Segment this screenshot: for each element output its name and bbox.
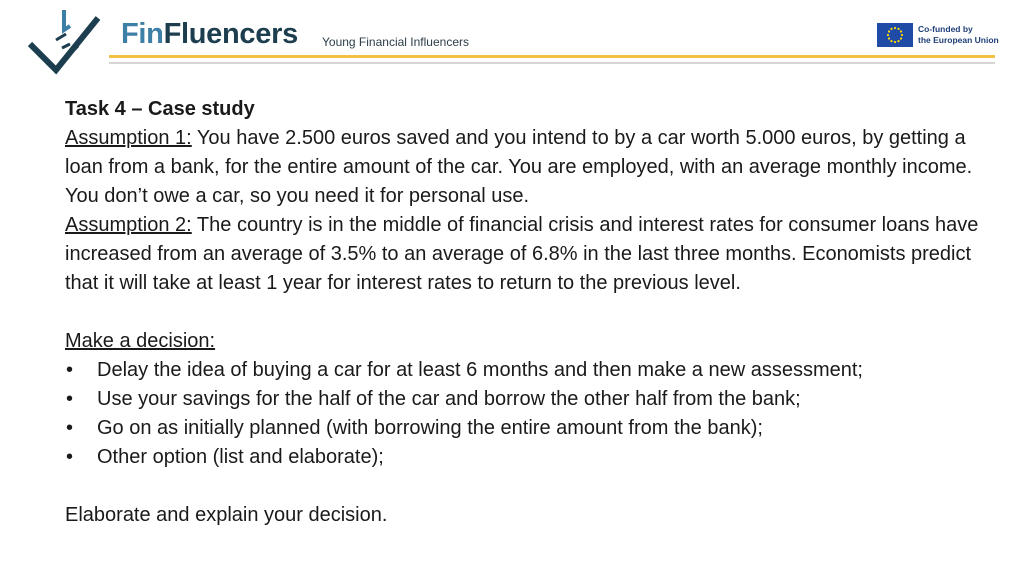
eu-cofunded-label [918, 24, 999, 46]
assumption-1-text: You have 2.500 euros saved and you intend to by a car worth 5.000 euros, by getting a loan from a bank, for the entire amount of the car. You are employed, with an average monthly income. You don’t owe a car, so you need it for personal use. [65, 127, 973, 207]
header-divider-gold [109, 55, 995, 58]
list-item [65, 414, 985, 443]
assumption-2 [65, 211, 985, 298]
header [0, 0, 1024, 80]
bullet-icon: • [66, 446, 74, 468]
bullet-icon: • [66, 417, 74, 439]
list-item [65, 385, 985, 414]
spacer [65, 472, 985, 501]
eu-line-2: the European Union [918, 35, 999, 45]
option-text: Delay the idea of buying a car for at least 6 months and then make a new assessment; [97, 359, 863, 381]
brand-fin: Fin [121, 18, 164, 50]
option-text: Use your savings for the half of the car and borrow the other half from the bank; [97, 388, 801, 410]
bullet-icon: • [66, 359, 74, 381]
header-divider-gray [109, 62, 995, 64]
assumption-2-label: Assumption 2: [65, 214, 192, 236]
assumption-2-text: The country is in the middle of financial crisis and interest rates for consumer loans have increased from an average of 3.5% to an average of 6.8% in the last three months. Economists predict that it will take at least 1 year for interest rates to return to the previous level. [65, 214, 979, 294]
task-content [65, 95, 985, 530]
bullet-icon: • [66, 388, 74, 410]
task-title: Task 4 – Case study [65, 98, 255, 120]
list-item [65, 443, 985, 472]
spacer [65, 298, 985, 327]
assumption-1 [65, 124, 985, 211]
closing-instruction: Elaborate and explain your decision. [65, 504, 388, 526]
assumption-1-label: Assumption 1: [65, 127, 192, 149]
option-text: Go on as initially planned (with borrowing the entire amount from the bank); [97, 417, 763, 439]
option-text: Other option (list and elaborate); [97, 446, 384, 468]
decision-heading: Make a decision: [65, 330, 216, 352]
eu-flag-icon [877, 23, 913, 47]
eu-line-1: Co-funded by [918, 24, 973, 34]
brand-fluencers: Fluencers [163, 18, 298, 50]
list-item [65, 356, 985, 385]
brand-tagline: Young Financial Influencers [322, 35, 469, 49]
brand-name [121, 18, 298, 51]
finfluencers-logo-icon [26, 4, 106, 78]
decision-options [65, 356, 985, 472]
